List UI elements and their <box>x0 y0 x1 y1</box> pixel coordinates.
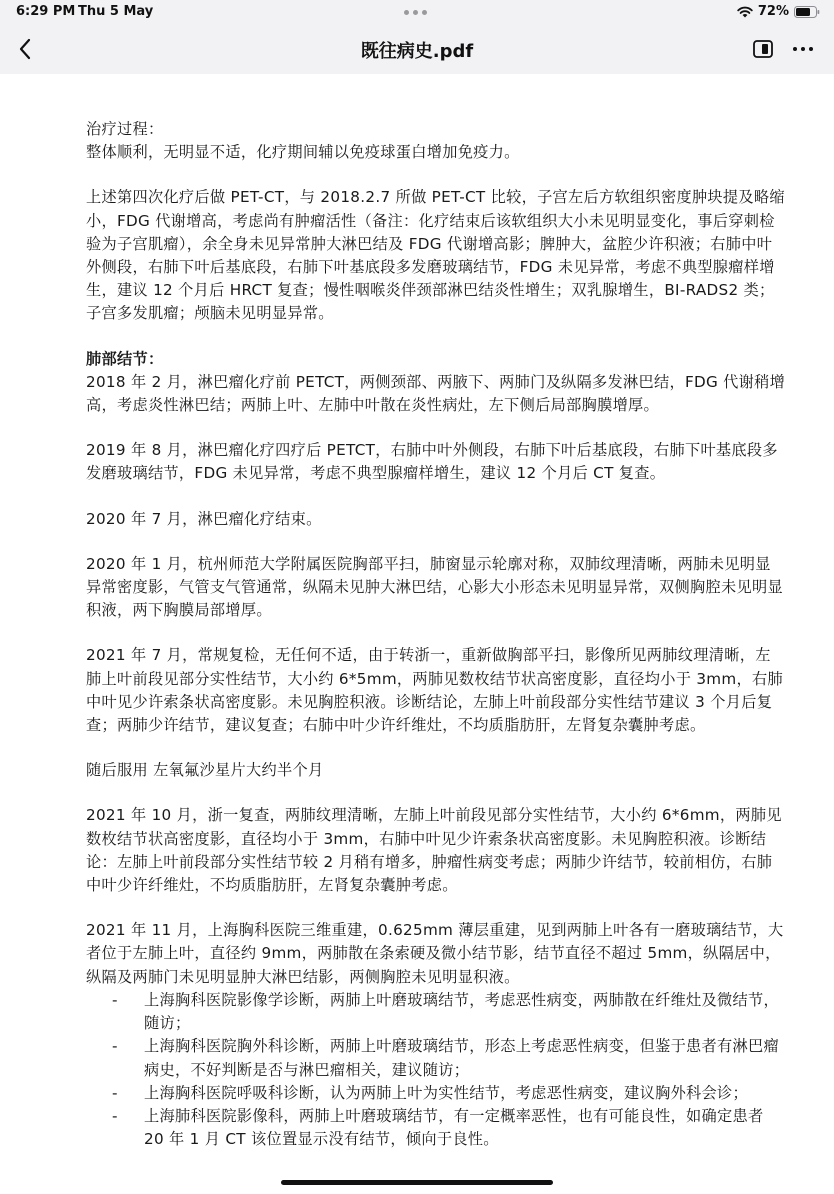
status-indicators <box>737 4 820 19</box>
ellipsis-icon <box>793 47 797 51</box>
list-item <box>86 1105 786 1151</box>
treatment-heading: 治疗过程： <box>86 120 164 138</box>
wifi-icon <box>737 6 753 18</box>
more-options-button[interactable] <box>790 40 816 58</box>
bullet-marker: - <box>112 1037 118 1056</box>
bullet-marker: - <box>112 990 118 1009</box>
entry-2021-11: 2021 年 11 月，上海胸科医院三维重建，0.625mm 薄层重建，见到两肺上叶各有一磨玻璃结节，大者位于左肺上叶，直径约 9mm，两肺散在条索硬及微小结节影，结节直径不超过 5mm，纵隔居中，纵隔及两肺门未见明显肿大淋巴结影，两侧胸腔未见明显积液。 <box>86 921 784 986</box>
home-indicator[interactable] <box>281 1180 553 1185</box>
battery-icon <box>794 6 820 18</box>
status-bar <box>0 0 834 24</box>
treatment-text: 整体顺利，无明显不适，化疗期间辅以免疫球蛋白增加免疫力。 <box>86 143 520 162</box>
list-item-text: 上海胸科医院胸外科诊断，两肺上叶磨玻璃结节，形态上考虑恶性病变，但鉴于患者有淋巴瘤病史，不好判断是否与淋巴瘤相关，建议随访； <box>144 1037 779 1079</box>
followup-medication: 随后服用 左氧氟沙星片大约半个月 <box>86 761 324 780</box>
entry-2020-07: 2020 年 7 月，淋巴瘤化疗结束。 <box>86 509 322 528</box>
multitasking-dots-icon[interactable] <box>404 10 427 15</box>
bullet-marker: - <box>112 1106 118 1125</box>
list-item <box>86 989 786 1035</box>
list-item <box>86 1082 786 1105</box>
reader-mode-button[interactable] <box>752 39 774 59</box>
bullet-marker: - <box>112 1083 118 1102</box>
list-item-text: 上海胸科医院影像学诊断，两肺上叶磨玻璃结节，考虑恶性病变，两肺散在纤维灶及微结节，随访； <box>144 990 779 1033</box>
list-item-text: 上海胸科医院呼吸科诊断，认为两肺上叶为实性结节，考虑恶性病变，建议胸外科会诊； <box>144 1083 749 1102</box>
entry-2021-07: 2021 年 7 月，常规复检，无任何不适，由于转浙一，重新做胸部平扫，影像所见两肺纹理清晰，左肺上叶前段见部分实性结节，大小约 6*5mm，两肺见数枚结节状高密度影，直径均小于 3mm，右肺中叶见少许索条状高密度影。未见胸腔积液。诊断结论，左肺上叶前段部分实性结节建议 3 个月后复查；两肺少许结节，建议复查；右肺中叶少许纤维灶，不均质脂肪肝，左肾复杂囊肿考虑。 <box>86 646 783 735</box>
entry-2020-01: 2020 年 1 月，杭州师范大学附属医院胸部平扫，肺窗显示轮廓对称，双肺纹理清晰，两肺未见明显异常密度影，气管支气管通常，纵隔未见肿大淋巴结，心影大小形态未见明显异常，双侧胸腔未见明显积液，两下胸膜局部增厚。 <box>86 554 783 620</box>
entry-2018-02: 2018 年 2 月，淋巴瘤化疗前 PETCT，两侧颈部、两腋下、两肺门及纵隔多发淋巴结，FDG 代谢稍增高，考虑炎性淋巴结；两肺上叶、左肺中叶散在炎性病灶，左下侧后局部胸膜增厚。 <box>86 372 786 415</box>
navigation-bar <box>0 24 834 74</box>
lung-nodule-heading: 肺部结节： <box>86 349 164 368</box>
status-time: 6:29 PM <box>16 4 76 19</box>
status-date: Thu 5 May <box>78 4 154 19</box>
entry-2021-10: 2021 年 10 月，浙一复查，两肺纹理清晰，左肺上叶前段见部分实性结节，大小约 6*6mm，两肺见数枚结节状高密度影，直径均小于 3mm，右肺中叶见少许索条状高密度影。未见胸腔积液。诊断结论：左肺上叶前段部分实性结节较 2 月稍有增多，肿瘤性病变考虑；两肺少许结节，较前相仿，右肺中叶少许纤维灶，不均质脂肪肝，左肾复杂囊肿考虑。 <box>86 806 782 895</box>
sidebar-icon <box>752 39 774 59</box>
battery-percent: 72% <box>757 4 789 19</box>
pet-ct-paragraph: 上述第四次化疗后做 PET-CT，与 2018.2.7 所做 PET-CT 比较，子宫左后方软组织密度肿块提及略缩小，FDG 代谢增高，考虑尚有肿瘤活性（备注：化疗结束后该软组织大小未见明显变化，事后穿刺检验为子宫肌瘤），余全身未见异常肿大淋巴结及 FDG 代谢增高影；脾肿大，盆腔少许积液；右肺中叶外侧段，右肺下叶后基底段，右肺下叶基底段多发磨玻璃结节，FDG 未见异常，考虑不典型腺瘤样增生，建议 12 个月后 HRCT 复查；慢性咽喉炎伴颈部淋巴结炎性增生；双乳腺增生，BI-RADS2 类；子宫多发肌瘤；颅脑未见明显异常。 <box>86 188 785 323</box>
list-item <box>86 1035 786 1081</box>
entry-2019-08: 2019 年 8 月，淋巴瘤化疗四疗后 PETCT，右肺中叶外侧段，右肺下叶后基底段，右肺下叶基底段多发磨玻璃结节，FDG 未见异常，考虑不典型腺瘤样增生，建议 12 个月后 CT 复查。 <box>86 441 778 483</box>
list-item-text: 上海肺科医院影像科，两肺上叶磨玻璃结节，有一定概率恶性，也有可能良性，如确定患者 20 年 1 月 CT 该位置显示没有结节，倾向于良性。 <box>144 1106 764 1149</box>
document-title: 既往病史.pdf <box>360 41 474 62</box>
pdf-page-content <box>86 118 786 1151</box>
diagnosis-list <box>86 989 786 1151</box>
